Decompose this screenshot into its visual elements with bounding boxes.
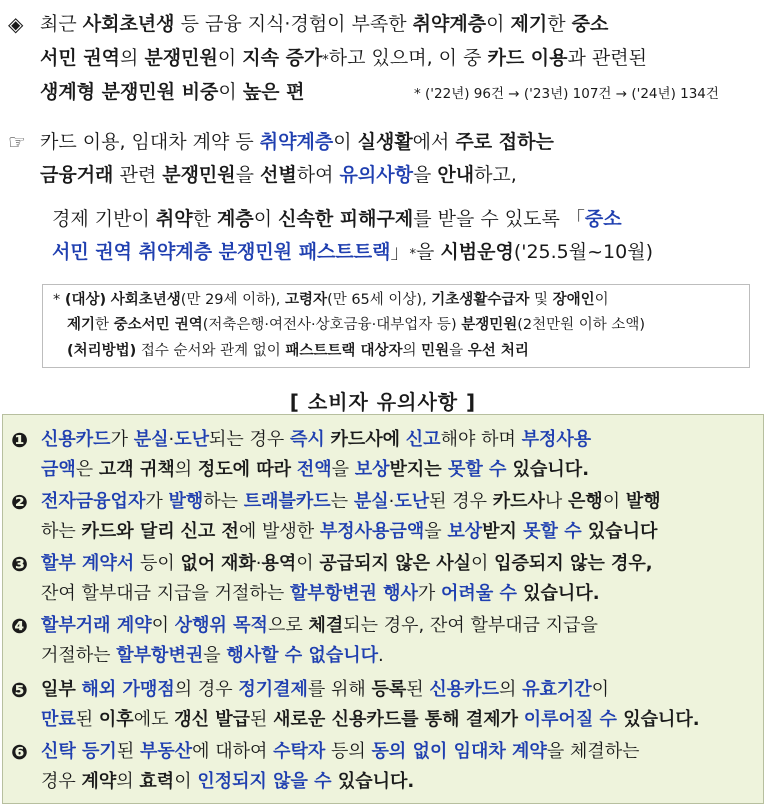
- text-run: 의 경우: [174, 679, 239, 700]
- plan-line-1: [40, 130, 554, 154]
- text-run: 보상: [447, 521, 483, 542]
- text-run: 할부항변권 행사: [289, 583, 418, 604]
- text-run: 패스트트랙 대상자: [285, 343, 403, 359]
- text-run: (만 29세 이하),: [180, 292, 286, 308]
- text-run: 을: [416, 241, 441, 263]
- text-run: *: [409, 247, 416, 262]
- text-run: 해외 가맹점: [81, 679, 175, 700]
- text-run: 분실: [353, 491, 389, 512]
- text-run: 에서: [412, 131, 456, 153]
- text-run: 이: [591, 679, 610, 700]
- text-run: 분쟁민원: [461, 317, 518, 333]
- text-run: ·: [388, 491, 395, 512]
- text-run: 받지: [482, 521, 524, 542]
- text-run: 하고,: [474, 164, 517, 186]
- text-run: 신고 전: [180, 521, 239, 542]
- text-run: 이: [174, 771, 198, 792]
- text-run: 할부항변권: [116, 645, 204, 666]
- note-line-3: [67, 340, 529, 362]
- text-run: 재화: [220, 553, 256, 574]
- text-run: 효력: [139, 771, 175, 792]
- text-run: 카드 이용: [487, 47, 568, 69]
- text-run: 한: [547, 13, 572, 35]
- text-run: 를 받을 수 있도록 「: [413, 208, 585, 230]
- text-run: 신용카드: [429, 679, 499, 700]
- note-line-1: [53, 289, 609, 311]
- text-run: 서민 권역: [40, 47, 121, 69]
- text-run: 의: [402, 343, 422, 359]
- text-run: 카드 이용, 임대차 계약 등: [40, 131, 260, 153]
- text-run: 발행: [168, 491, 204, 512]
- item-number-icon: ❻: [11, 740, 28, 764]
- text-run: 트래블카드: [243, 491, 331, 512]
- text-run: 은행: [568, 491, 603, 512]
- text-run: 등의: [325, 741, 372, 762]
- text-run: 있습니다.: [616, 709, 700, 730]
- text-run: 동의 없이 임대차 계약: [371, 741, 547, 762]
- text-run: 거절하는: [41, 645, 117, 666]
- text-run: .: [378, 645, 384, 666]
- text-run: 생계형 분쟁민원 비중: [40, 81, 219, 103]
- text-run: 신용카드: [41, 429, 111, 450]
- text-run: 시범운영: [440, 241, 514, 263]
- text-run: 계층: [216, 208, 254, 230]
- text-run: 이: [333, 131, 358, 153]
- text-run: 이: [253, 208, 279, 230]
- intro-footnote: * ('22년) 96건 → ('23년) 107건 → ('24년) 134건: [414, 86, 719, 102]
- text-run: 할부거래 계약: [41, 615, 152, 636]
- text-run: 분실: [133, 429, 169, 450]
- text-run: 서민 권역 취약계층 분쟁민원 패스트트랙: [52, 241, 391, 263]
- text-run: 의: [174, 459, 198, 480]
- consumer-notice-box: [2, 414, 764, 804]
- text-run: 부정사용: [521, 429, 592, 450]
- text-run: 고령자: [285, 292, 328, 308]
- text-run: 계약: [81, 771, 117, 792]
- text-run: 있습니다.: [506, 459, 590, 480]
- text-run: 보상: [354, 459, 390, 480]
- text-run: 을: [235, 164, 261, 186]
- text-run: 신속한 피해구제: [278, 208, 414, 230]
- intro-line-1: [40, 12, 608, 36]
- item-number-icon: ❷: [11, 490, 28, 514]
- text-run: 중소: [571, 13, 609, 35]
- text-run: *: [53, 292, 65, 308]
- text-run: 가: [110, 429, 134, 450]
- text-run: 카드와 달리: [81, 521, 175, 542]
- text-run: 상행위 목적: [174, 615, 268, 636]
- text-run: 되는 경우: [208, 429, 290, 450]
- text-run: 중소서민 권역: [113, 317, 203, 333]
- text-run: 이: [486, 13, 511, 35]
- text-run: 이후: [98, 709, 134, 730]
- item-number-icon: ❺: [11, 678, 28, 702]
- text-run: 신탁 등기: [41, 741, 117, 762]
- text-run: 한: [95, 317, 114, 333]
- text-run: 된: [75, 709, 99, 730]
- text-run: 에 대하여: [192, 741, 274, 762]
- item-line: [41, 739, 640, 765]
- text-run: 카드사: [492, 491, 545, 512]
- item-line: [41, 677, 609, 703]
- text-run: 이루어질 수: [523, 709, 617, 730]
- text-run: 하고 있으며, 이 중: [328, 47, 488, 69]
- text-run: 안내: [437, 164, 475, 186]
- text-run: 일부: [41, 679, 76, 700]
- text-run: 을: [331, 459, 355, 480]
- text-run: 만료: [41, 709, 76, 730]
- text-run: 카드사에: [330, 429, 401, 450]
- text-run: 취약계층: [259, 131, 334, 153]
- text-run: 있습니다: [581, 521, 658, 542]
- text-run: 된: [116, 741, 140, 762]
- text-run: 주로 접하는: [455, 131, 554, 153]
- item-line: [41, 643, 384, 669]
- text-run: *: [322, 53, 329, 68]
- text-run: 된 경우: [429, 491, 493, 512]
- text-run: 한: [192, 208, 217, 230]
- text-run: 경우: [41, 771, 82, 792]
- text-run: (만 65세 이상),: [327, 292, 432, 308]
- plan-line-2: [40, 163, 517, 187]
- text-run: 사회초년생: [110, 292, 181, 308]
- text-run: 수탁자: [273, 741, 326, 762]
- text-run: 분쟁민원: [144, 47, 218, 69]
- item-number-icon: ❹: [11, 614, 28, 638]
- text-run: 중소: [584, 208, 622, 230]
- intro-line-3: [40, 80, 305, 104]
- text-run: 을: [203, 645, 227, 666]
- text-run: 높은 편: [242, 81, 305, 103]
- text-run: 이: [594, 292, 609, 308]
- text-run: 유의사항: [339, 164, 413, 186]
- text-run: 공급되지 않은 사실: [319, 553, 472, 574]
- text-run: 등이: [134, 553, 181, 574]
- text-run: 정기결제: [238, 679, 308, 700]
- text-run: 받지는: [389, 459, 448, 480]
- text-run: 등록: [371, 679, 407, 700]
- item-number-icon: ❶: [11, 428, 28, 452]
- text-run: 을: [449, 343, 468, 359]
- text-run: 나: [544, 491, 569, 512]
- text-run: 은: [75, 459, 99, 480]
- text-run: 이: [602, 491, 626, 512]
- text-run: 취약: [155, 208, 193, 230]
- text-run: 의: [120, 47, 145, 69]
- text-run: 유효기간: [522, 679, 592, 700]
- text-run: 을: [424, 521, 448, 542]
- text-run: 된: [406, 679, 430, 700]
- item-line: [41, 707, 700, 733]
- text-run: 의: [498, 679, 523, 700]
- text-run: 전자금융업자: [41, 491, 146, 512]
- text-run: 사회초년생: [82, 13, 175, 35]
- text-run: 인정되지 않을 수: [197, 771, 332, 792]
- item-line: [41, 581, 600, 607]
- item-number-icon: ❸: [11, 552, 28, 576]
- text-run: ·: [255, 553, 262, 574]
- text-run: 우선 처리: [467, 343, 529, 359]
- text-run: 경제 기반이: [52, 208, 156, 230]
- text-run: 이: [217, 47, 243, 69]
- text-run: 금액: [41, 459, 76, 480]
- item-line: [41, 551, 653, 577]
- note-line-2: [67, 314, 645, 336]
- text-run: 의: [116, 771, 140, 792]
- text-run: 가: [417, 583, 442, 604]
- item-line: [41, 489, 661, 515]
- text-run: 갱신 발급: [174, 709, 251, 730]
- text-run: 이: [471, 553, 495, 574]
- text-run: 하는: [203, 491, 244, 512]
- text-run: (2천만원 이하 소액): [517, 317, 646, 333]
- text-run: 가: [145, 491, 169, 512]
- text-run: 못할 수: [523, 521, 582, 542]
- text-run: 를 위해: [307, 679, 372, 700]
- item-line: [41, 519, 657, 545]
- text-run: 하여: [296, 164, 340, 186]
- text-run: 민원: [421, 343, 450, 359]
- text-run: 해야 하며: [440, 429, 522, 450]
- text-run: 신고: [405, 429, 441, 450]
- item-line: [41, 769, 414, 795]
- text-run: 없어: [180, 553, 216, 574]
- text-run: 있습니다.: [516, 583, 600, 604]
- text-run: 잔여 할부대금 지급을 거절하는: [41, 583, 290, 604]
- text-run: 전액: [296, 459, 332, 480]
- plan-line-4: [52, 240, 653, 267]
- text-run: 제기: [67, 317, 96, 333]
- text-run: 최근: [40, 13, 83, 35]
- item-line: [41, 457, 589, 483]
- text-run: ·: [168, 429, 175, 450]
- section-title: [ 소비자 유의사항 ]: [289, 390, 477, 414]
- text-run: 장애인: [552, 292, 595, 308]
- text-run: 고객 귀책: [98, 459, 175, 480]
- text-run: 정도에 따라: [197, 459, 292, 480]
- item-line: [41, 427, 591, 453]
- text-run: 으로: [267, 615, 309, 636]
- text-run: 에도: [133, 709, 175, 730]
- pointing-hand-icon: ☞: [8, 130, 26, 154]
- text-run: 된: [250, 709, 274, 730]
- text-run: 행사할 수 없습니다: [226, 645, 378, 666]
- text-run: 이: [151, 615, 175, 636]
- text-run: 」: [390, 241, 410, 263]
- text-run: 취약계층: [412, 13, 487, 35]
- text-run: 발행: [625, 491, 661, 512]
- diamond-bullet-icon: ◈: [8, 12, 24, 36]
- text-run: 및: [529, 292, 553, 308]
- text-run: 제기: [510, 13, 548, 35]
- text-run: 에 발생한: [238, 521, 320, 542]
- text-run: 못할 수: [447, 459, 507, 480]
- text-run: 을 체결하는: [546, 741, 640, 762]
- text-run: 는: [330, 491, 354, 512]
- item-line: [41, 613, 598, 639]
- text-run: (저축은행·여전사·상호금융·대부업자 등): [202, 317, 462, 333]
- text-run: 접수 순서와 관계 없이: [136, 343, 286, 359]
- text-run: 하는: [41, 521, 82, 542]
- text-run: 지속 증가: [242, 47, 323, 69]
- text-run: 과 관련된: [567, 47, 647, 69]
- text-run: 이: [218, 81, 243, 103]
- text-run: 즉시: [289, 429, 325, 450]
- text-run: 입증되지 않는 경우,: [494, 553, 653, 574]
- text-run: 기초생활수급자: [431, 292, 530, 308]
- text-run: 도난: [394, 491, 430, 512]
- text-run: 부동산: [139, 741, 193, 762]
- text-run: ('25.5월~10월): [513, 241, 653, 263]
- text-run: 있습니다.: [331, 771, 415, 792]
- text-run: 어려울 수: [441, 583, 517, 604]
- text-run: 선별: [260, 164, 297, 186]
- fasttrack-note-box: [42, 284, 750, 368]
- text-run: 용역: [261, 553, 297, 574]
- text-run: (대상): [64, 292, 107, 308]
- text-run: 새로운 신용카드를 통해 결제가: [273, 709, 518, 730]
- text-run: 분쟁민원: [162, 164, 236, 186]
- text-run: 부정사용금액: [319, 521, 425, 542]
- text-run: 관련: [113, 164, 163, 186]
- text-run: 되는 경우, 잔여 할부대금 지급을: [343, 615, 598, 636]
- text-run: 을: [412, 164, 438, 186]
- text-run: 등 금융 지식·경험이 부족한: [174, 13, 413, 35]
- text-run: 금융거래: [40, 164, 114, 186]
- text-run: 체결: [308, 615, 344, 636]
- text-run: 할부 계약서: [41, 553, 135, 574]
- text-run: 이: [296, 553, 320, 574]
- intro-line-2: [40, 46, 647, 73]
- text-run: 실생활: [357, 131, 413, 153]
- text-run: 도난: [174, 429, 209, 450]
- text-run: (처리방법): [67, 343, 137, 359]
- plan-line-3: [52, 207, 622, 231]
